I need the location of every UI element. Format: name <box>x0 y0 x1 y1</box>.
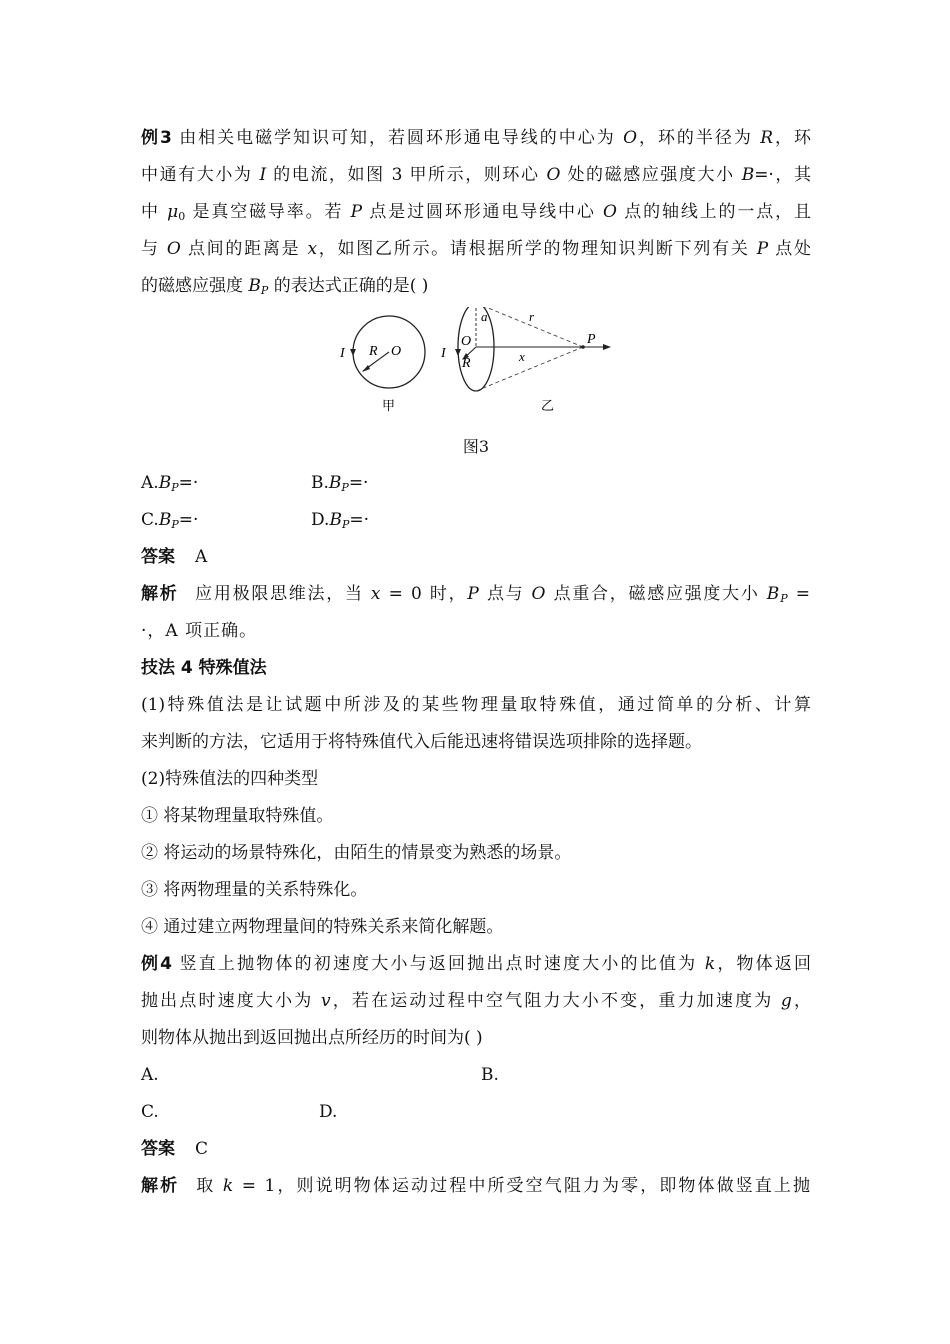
text: =· <box>178 473 199 493</box>
var-k: k <box>222 1176 235 1196</box>
text: 点处 <box>768 239 812 259</box>
ex4-line-1 <box>141 946 811 983</box>
analysis-label: 解析 <box>141 1176 180 1196</box>
var-B: B <box>248 276 261 296</box>
ex3-line-1 <box>141 120 811 157</box>
ex3-options-row-1 <box>141 465 811 502</box>
current-arrow-2 <box>455 349 461 356</box>
var-v: v <box>320 991 331 1011</box>
var-B: B <box>741 165 755 185</box>
label-R-1: R <box>369 344 378 359</box>
ex4-option-b: B. <box>481 1065 499 1085</box>
text: 应用极限思维法，当 <box>194 584 371 604</box>
ex3-line-2 <box>141 157 811 194</box>
text: ，如图乙所示。请根据所学的物理知识判断下列有关 <box>317 239 757 259</box>
text: = 1，则说明物体运动过程中所受空气阻力为零，即物体做竖直上抛 <box>234 1176 812 1196</box>
ex4-line-2 <box>141 983 811 1020</box>
var-x: x <box>370 584 382 604</box>
var-P: P <box>350 202 363 222</box>
label-x: x <box>519 349 525 364</box>
tech4-item-4: ④ 通过建立两物理量间的特殊关系来简化解题。 <box>141 917 504 937</box>
label-I-1: I <box>340 346 345 361</box>
document-page <box>141 120 811 1205</box>
text: 点重合，磁感应强度大小 <box>546 584 767 604</box>
text: 的电流，如图 3 甲所示，则环心 <box>266 165 547 185</box>
axis-arrowhead <box>603 344 611 350</box>
text: = <box>788 584 811 604</box>
tech4-item-2: ② 将运动的场景特殊化，由陌生的情景变为熟悉的场景。 <box>141 843 572 863</box>
text: B. <box>311 473 329 493</box>
text: =· <box>348 473 369 493</box>
text: = 0 时， <box>381 584 468 604</box>
text: 点的轴线上的一点，且 <box>616 202 811 222</box>
radius-arrowhead <box>362 365 370 372</box>
label-P: P <box>587 332 596 347</box>
label-R-2: R <box>462 356 471 371</box>
var-I: I <box>259 165 267 185</box>
text: 与 <box>141 239 167 259</box>
var-O: O <box>531 584 547 604</box>
subscript: P <box>341 518 350 531</box>
answer-label: 答案 <box>141 1139 175 1159</box>
var-k: k <box>704 954 716 974</box>
subscript: P <box>171 518 179 531</box>
ex4-analysis-line-1 <box>141 1168 811 1205</box>
var-O: O <box>623 128 637 148</box>
var-P: P <box>756 239 769 259</box>
ex4-options-row-2 <box>141 1094 811 1131</box>
text: ，若在运动过程中空气阻力大小不变，重力加速度为 <box>330 991 781 1011</box>
text: 点是过圆环形通电导线中心 <box>362 202 604 222</box>
var-B: B <box>329 510 342 530</box>
var-mu: μ <box>167 202 179 222</box>
var-B: B <box>328 473 342 493</box>
ex3-analysis-line-1 <box>141 576 811 613</box>
subscript: P <box>171 481 179 494</box>
ex4-options-row-1 <box>141 1057 811 1094</box>
text: 的磁感应强度 <box>141 276 249 296</box>
text: A. <box>141 473 159 493</box>
tech4-para-1b: 来判断的方法，它适用于将特殊值代入后能迅速将错误选项排除的选择题。 <box>141 732 702 752</box>
var-g: g <box>780 991 792 1011</box>
technique-4-title: 技法 4 特殊值法 <box>141 658 267 678</box>
ex3-answer <box>141 539 811 576</box>
ex4-line-3: 则物体从抛出到返回抛出点所经历的时间为( ) <box>141 1028 483 1048</box>
var-B: B <box>766 584 781 604</box>
tech4-para-1a: (1)特殊值法是让试题中所涉及的某些物理量取特殊值，通过简单的分析、计算 <box>141 695 811 715</box>
option-d <box>311 502 369 539</box>
ex4-option-a: A. <box>141 1065 159 1085</box>
analysis-label: 解析 <box>141 584 179 604</box>
subscript: 0 <box>178 210 186 223</box>
subscript: P <box>260 284 269 297</box>
var-B: B <box>158 473 172 493</box>
option-b <box>311 465 368 502</box>
var-O: O <box>166 239 181 259</box>
ex3-line-4 <box>141 231 811 268</box>
text: 是真空磁导率。若 <box>185 202 351 222</box>
var-P: P <box>467 584 480 604</box>
figure-3-drawing <box>141 307 811 425</box>
option-c <box>141 502 311 539</box>
ex3-line-5 <box>141 268 811 305</box>
text: ，环 <box>773 128 812 148</box>
tech4-para-2: (2)特殊值法的四种类型 <box>141 769 319 789</box>
example-4-tag: 例4 <box>141 954 173 974</box>
var-O: O <box>546 165 561 185</box>
ex3-line-3 <box>141 194 811 231</box>
ex4-answer <box>141 1131 811 1168</box>
text: 中通有大小为 <box>141 165 260 185</box>
text: 的表达式正确的是( ) <box>268 276 429 296</box>
text: 竖直上抛物体的初速度大小与返回抛出点时速度大小的比值为 <box>172 954 705 974</box>
label-yi: 乙 <box>541 399 555 414</box>
ex3-options-row-2 <box>141 502 811 539</box>
var-x: x <box>307 239 318 259</box>
answer-value: A <box>195 547 208 567</box>
label-O-2: O <box>461 334 472 349</box>
text: =· <box>178 510 199 530</box>
text: 取 <box>195 1176 223 1196</box>
var-B: B <box>158 510 172 530</box>
text: =·，其 <box>754 165 811 185</box>
current-arrow <box>350 349 356 356</box>
ex3-analysis-line-2: ·，A 项正确。 <box>141 621 258 641</box>
text: =· <box>349 510 369 530</box>
text: 由相关电磁学知识可知，若圆环形通电导线的中心为 <box>171 128 624 148</box>
var-R: R <box>760 128 774 148</box>
label-a: a <box>481 309 488 324</box>
label-r: r <box>529 309 535 324</box>
text: C. <box>141 510 159 530</box>
var-O: O <box>603 202 617 222</box>
subscript: P <box>780 592 789 605</box>
label-O-1: O <box>391 344 402 359</box>
tech4-item-1: ① 将某物理量取特殊值。 <box>141 806 334 826</box>
text: 处的磁感应强度大小 <box>560 165 742 185</box>
text: 点与 <box>479 584 532 604</box>
option-a <box>141 465 311 502</box>
text: 点间的距离是 <box>180 239 308 259</box>
label-jia: 甲 <box>382 399 396 414</box>
subscript: P <box>341 481 349 494</box>
text: ，物体返回 <box>715 954 812 974</box>
text: 中 <box>141 202 168 222</box>
figure-caption: 图3 <box>462 437 490 456</box>
ex4-option-d: D. <box>319 1102 338 1122</box>
example-3-tag: 例3 <box>141 128 172 148</box>
point-P <box>581 345 585 349</box>
answer-label: 答案 <box>141 547 175 567</box>
answer-value: C <box>195 1139 209 1159</box>
text: ， <box>791 991 812 1011</box>
ex4-option-c: C. <box>141 1102 159 1122</box>
figure-3 <box>141 307 811 425</box>
label-I-2: I <box>441 346 446 361</box>
text: ，环的半径为 <box>637 128 761 148</box>
text: 抛出点时速度大小为 <box>141 991 321 1011</box>
text: D. <box>311 510 330 530</box>
tech4-item-3: ③ 将两物理量的关系特殊化。 <box>141 880 368 900</box>
